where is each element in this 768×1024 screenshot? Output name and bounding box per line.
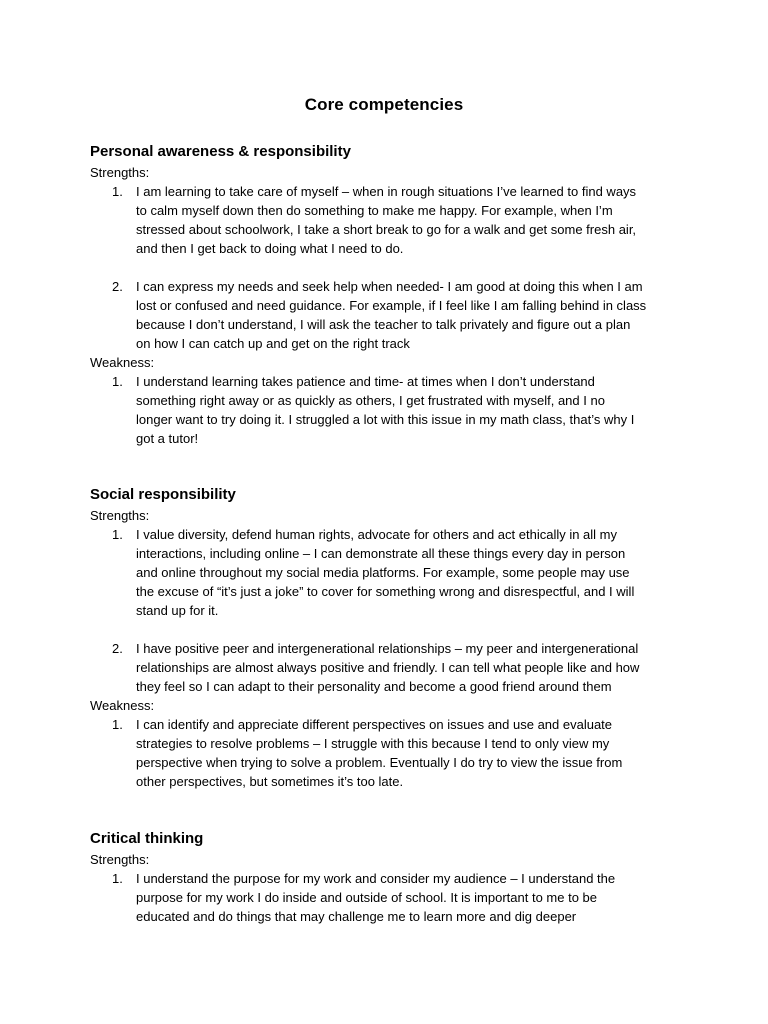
list-item-text <box>136 525 676 620</box>
text-line: other perspectives, but sometimes it’s too late. <box>136 774 404 789</box>
list-item <box>90 525 690 620</box>
spacer <box>90 620 690 639</box>
list-item-text <box>136 372 676 448</box>
list-number: 1. <box>112 717 123 732</box>
text-line: on how I can catch up and get on the right track <box>136 336 410 351</box>
text-line: and online throughout my social media platforms. For example, some people may use <box>136 565 630 580</box>
text-line: I understand the purpose for my work and consider my audience – I understand the <box>136 871 616 886</box>
list-number: 1. <box>112 184 123 199</box>
section-critical-thinking <box>90 828 690 926</box>
text-line: interactions, including online – I can demonstrate all these things every day in person <box>136 546 626 561</box>
text-line: because I don’t understand, I will ask the teacher to talk privately and figure out a plan <box>136 317 631 332</box>
text-line: I have positive peer and intergenerational relationships – my peer and intergenerational <box>136 641 639 656</box>
text-line: I can express my needs and seek help when needed- I am good at doing this when I am <box>136 279 643 294</box>
section-personal-awareness <box>90 141 690 448</box>
text-line: I am learning to take care of myself – when in rough situations I’ve learned to find ways <box>136 184 637 199</box>
text-line: they feel so I can adapt to their personality and become a good friend around them <box>136 679 612 694</box>
list-item-text <box>136 715 676 791</box>
section-social-responsibility <box>90 484 690 791</box>
weakness-label: Weakness: <box>90 698 155 713</box>
list-item-text <box>136 182 676 258</box>
document-title: Core competencies <box>304 95 464 114</box>
text-line: longer want to try doing it. I struggled a lot with this issue in my math class, that’s why I <box>136 412 635 427</box>
list-item <box>90 715 690 791</box>
section-heading: Personal awareness & responsibility <box>90 143 351 160</box>
text-line: educated and do things that may challenge me to learn more and dig deeper <box>136 909 577 924</box>
text-line: purpose for my work I do inside and outside of school. It is important to me to be <box>136 890 598 905</box>
text-line: the excuse of “it’s just a joke” to cover for something wrong and disrespectful, and I will <box>136 584 635 599</box>
text-line: I understand learning takes patience and time- at times when I don’t understand <box>136 374 595 389</box>
text-line: stressed about schoolwork, I take a short break to go for a walk and get some fresh air, <box>136 222 637 237</box>
list-number: 1. <box>112 374 123 389</box>
list-item-text <box>136 639 676 696</box>
text-line: perspective when trying to solve a problem. Eventually I do try to view the issue from <box>136 755 623 770</box>
strengths-label: Strengths: <box>90 852 150 867</box>
text-line: lost or confused and need guidance. For example, if I feel like I am falling behind in class <box>136 298 647 313</box>
list-item <box>90 277 690 353</box>
text-line: something right away or as quickly as others, I get frustrated with myself, and I no <box>136 393 605 408</box>
list-number: 1. <box>112 871 123 886</box>
text-line: I can identify and appreciate different perspectives on issues and use and evaluate <box>136 717 613 732</box>
list-item-text <box>136 869 676 926</box>
weakness-label: Weakness: <box>90 355 155 370</box>
text-line: I value diversity, defend human rights, advocate for others and act ethically in all my <box>136 527 618 542</box>
section-heading: Social responsibility <box>90 486 236 503</box>
text-line: stand up for it. <box>136 603 219 618</box>
list-item <box>90 372 690 448</box>
text-line: got a tutor! <box>136 431 199 446</box>
list-item <box>90 869 690 926</box>
list-item <box>90 182 690 258</box>
spacer <box>90 258 690 277</box>
list-number: 1. <box>112 527 123 542</box>
text-line: to calm myself down then do something to make me happy. For example, when I’m <box>136 203 613 218</box>
list-number: 2. <box>112 641 123 656</box>
text-line: and then I get back to doing what I need to do. <box>136 241 404 256</box>
list-item <box>90 639 690 696</box>
strengths-label: Strengths: <box>90 508 150 523</box>
text-line: relationships are almost always positive and friendly. I can tell what people like and how <box>136 660 640 675</box>
text-line: strategies to resolve problems – I struggle with this because I tend to only view my <box>136 736 610 751</box>
list-item-text <box>136 277 676 353</box>
strengths-label: Strengths: <box>90 165 150 180</box>
list-number: 2. <box>112 279 123 294</box>
section-heading: Critical thinking <box>90 830 204 847</box>
